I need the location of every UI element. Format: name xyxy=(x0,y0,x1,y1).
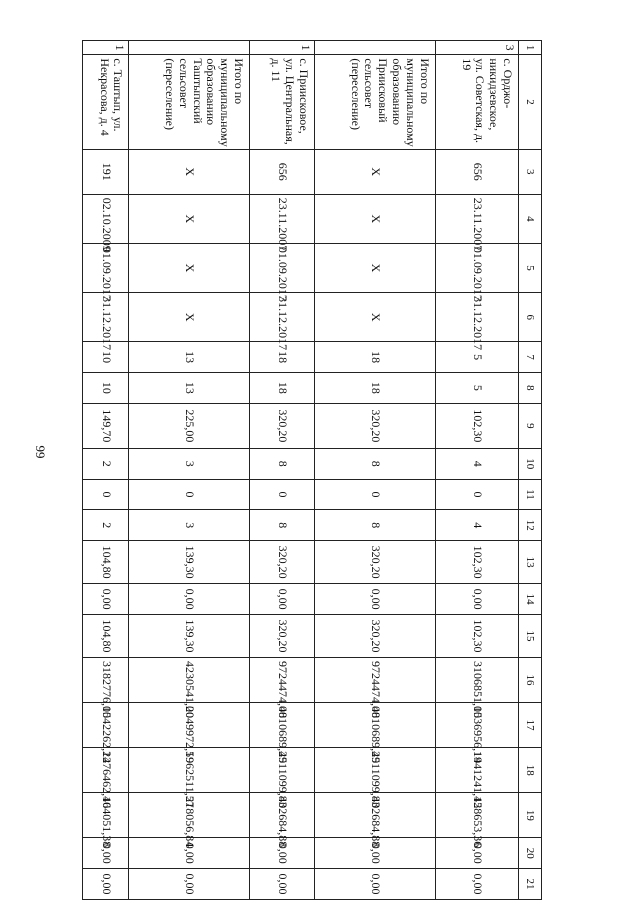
row-index: 3 xyxy=(435,41,518,55)
table-cell: 1441241,45 xyxy=(435,748,518,793)
table-cell: 0,00 xyxy=(314,838,435,869)
table-cell: 01.09.2017 xyxy=(83,243,129,292)
column-header: 8 xyxy=(519,373,542,404)
table-cell: 402684,88 xyxy=(250,793,315,838)
column-header: 5 xyxy=(519,243,542,292)
table-cell: 0,00 xyxy=(83,838,129,869)
table-cell: 191 xyxy=(83,149,129,194)
column-header: 9 xyxy=(519,403,542,448)
column-header: 14 xyxy=(519,584,542,615)
row-index: 1 xyxy=(83,41,129,55)
row-name: Итого по муниципальному образованию Таштыпский сельсовет (переселение) xyxy=(129,55,250,149)
table-cell: 139,30 xyxy=(129,541,250,584)
table-cell: X xyxy=(129,243,250,292)
table-row xyxy=(314,41,435,900)
table-cell: 0,00 xyxy=(83,584,129,615)
table-cell: 18 xyxy=(314,342,435,373)
table-cell: 0,00 xyxy=(250,584,315,615)
table-cell: 4810689,29 xyxy=(250,703,315,748)
table-cell: X xyxy=(129,293,250,342)
data-table xyxy=(82,40,542,900)
table-cell: 139,30 xyxy=(129,614,250,657)
table-cell: 23.11.2007 xyxy=(435,194,518,243)
table-cell: 102,30 xyxy=(435,614,518,657)
table-cell: 0,00 xyxy=(250,869,315,900)
table-cell: 2 xyxy=(83,448,129,479)
row-name: Итого по муниципальному образованию Приисковый сельсовет (переселение) xyxy=(314,55,435,149)
column-header: 15 xyxy=(519,614,542,657)
table-cell: 1476462,40 xyxy=(83,748,129,793)
table-cell: 102,30 xyxy=(435,403,518,448)
table-cell: 01.09.2017 xyxy=(250,243,315,292)
table-cell: 0,00 xyxy=(435,869,518,900)
table-cell: 9724474,00 xyxy=(250,657,315,702)
table-cell: 3 xyxy=(129,510,250,541)
table-cell: 9724474,00 xyxy=(314,657,435,702)
table-cell: 8 xyxy=(250,510,315,541)
table-cell: 1536956,19 xyxy=(435,703,518,748)
table-cell: 1962511,57 xyxy=(129,748,250,793)
table-cell: 18 xyxy=(314,373,435,404)
table-cell: 3182776,00 xyxy=(83,657,129,702)
row-name: с. Приисковое, ул. Центральная, д. 11 xyxy=(250,55,315,149)
table-cell: 320,20 xyxy=(314,614,435,657)
column-header: 7 xyxy=(519,342,542,373)
table-cell: 0,00 xyxy=(83,869,129,900)
table-cell: 320,20 xyxy=(250,614,315,657)
table-cell: 4511099,83 xyxy=(314,748,435,793)
table-cell: 104,80 xyxy=(83,614,129,657)
table-cell: 2049972,59 xyxy=(129,703,250,748)
table-cell: 18 xyxy=(250,373,315,404)
table-cell: 320,20 xyxy=(314,541,435,584)
table-cell: 656 xyxy=(435,149,518,194)
row-index xyxy=(314,41,435,55)
column-header: 12 xyxy=(519,510,542,541)
table-cell: 0,00 xyxy=(314,584,435,615)
table-cell: 164051,38 xyxy=(83,793,129,838)
table-cell: 31.12.2017 xyxy=(83,293,129,342)
column-header: 6 xyxy=(519,293,542,342)
table-cell: 18 xyxy=(250,342,315,373)
table-cell: 0,00 xyxy=(129,869,250,900)
table-cell: 8 xyxy=(314,510,435,541)
column-header: 1 xyxy=(519,41,542,55)
column-header: 20 xyxy=(519,838,542,869)
table-cell: 01.09.2017 xyxy=(435,243,518,292)
table-cell: 3106851,00 xyxy=(435,657,518,702)
table-row xyxy=(435,41,518,900)
table-cell: 128653,36 xyxy=(435,793,518,838)
table-cell: 0 xyxy=(314,479,435,510)
page-number: 99 xyxy=(33,445,48,459)
table-cell: 8 xyxy=(250,448,315,479)
column-header: 11 xyxy=(519,479,542,510)
table-cell: 4 xyxy=(435,448,518,479)
column-header: 13 xyxy=(519,541,542,584)
column-header: 16 xyxy=(519,657,542,702)
column-header: 17 xyxy=(519,703,542,748)
table-cell: 0,00 xyxy=(129,584,250,615)
row-index xyxy=(129,41,250,55)
table-cell: 23.11.2007 xyxy=(250,194,315,243)
table-cell: 5 xyxy=(435,373,518,404)
table-cell: 149,70 xyxy=(83,403,129,448)
table-cell: 0,00 xyxy=(435,838,518,869)
table-cell: X xyxy=(129,194,250,243)
table-row xyxy=(129,41,250,900)
table-cell: X xyxy=(314,293,435,342)
table-row xyxy=(250,41,315,900)
table-cell: 4810689,29 xyxy=(314,703,435,748)
column-header: 10 xyxy=(519,448,542,479)
table-cell: 8 xyxy=(314,448,435,479)
rotated-table-container xyxy=(82,40,542,900)
table-cell: 2 xyxy=(83,510,129,541)
table-cell: X xyxy=(314,149,435,194)
table-cell: 1542262,22 xyxy=(83,703,129,748)
table-cell: 0,00 xyxy=(250,838,315,869)
table-cell: 0 xyxy=(435,479,518,510)
table-cell: 225,00 xyxy=(129,403,250,448)
table-cell: X xyxy=(314,243,435,292)
table-cell: 10 xyxy=(83,342,129,373)
table-cell: 0,00 xyxy=(129,838,250,869)
table-cell: 320,20 xyxy=(250,541,315,584)
document-sheet xyxy=(82,40,542,900)
table-cell: 31.12.2017 xyxy=(250,293,315,342)
header-row xyxy=(519,41,542,900)
row-name: с. Таштып, ул. Некрасова, д. 4 xyxy=(83,55,129,149)
column-header: 4 xyxy=(519,194,542,243)
table-cell: 0 xyxy=(250,479,315,510)
table-cell: 4230541,00 xyxy=(129,657,250,702)
table-cell: 13 xyxy=(129,373,250,404)
column-header: 18 xyxy=(519,748,542,793)
column-header: 3 xyxy=(519,149,542,194)
table-cell: X xyxy=(129,149,250,194)
table-cell: 218056,84 xyxy=(129,793,250,838)
table-cell: 320,20 xyxy=(250,403,315,448)
table-cell: 104,80 xyxy=(83,541,129,584)
table-cell: 4511099,83 xyxy=(250,748,315,793)
table-cell: 0 xyxy=(129,479,250,510)
table-cell: 402684,88 xyxy=(314,793,435,838)
table-cell: 656 xyxy=(250,149,315,194)
row-index: 1 xyxy=(250,41,315,55)
table-cell: 5 xyxy=(435,342,518,373)
table-cell: 02.10.2009 xyxy=(83,194,129,243)
column-header: 19 xyxy=(519,793,542,838)
column-header: 21 xyxy=(519,869,542,900)
column-header: 2 xyxy=(519,55,542,149)
table-row xyxy=(83,41,129,900)
table-cell: 10 xyxy=(83,373,129,404)
table-cell: 3 xyxy=(129,448,250,479)
table-cell: 31.12.2017 xyxy=(435,293,518,342)
table-cell: 4 xyxy=(435,510,518,541)
row-name: с. Орджо-никидзевское, ул. Советская, д. 19 xyxy=(435,55,518,149)
table-cell: X xyxy=(314,194,435,243)
table-cell: 102,30 xyxy=(435,541,518,584)
table-cell: 0,00 xyxy=(314,869,435,900)
table-cell: 320,20 xyxy=(314,403,435,448)
table-cell: 0 xyxy=(83,479,129,510)
table-cell: 13 xyxy=(129,342,250,373)
table-cell: 0,00 xyxy=(435,584,518,615)
